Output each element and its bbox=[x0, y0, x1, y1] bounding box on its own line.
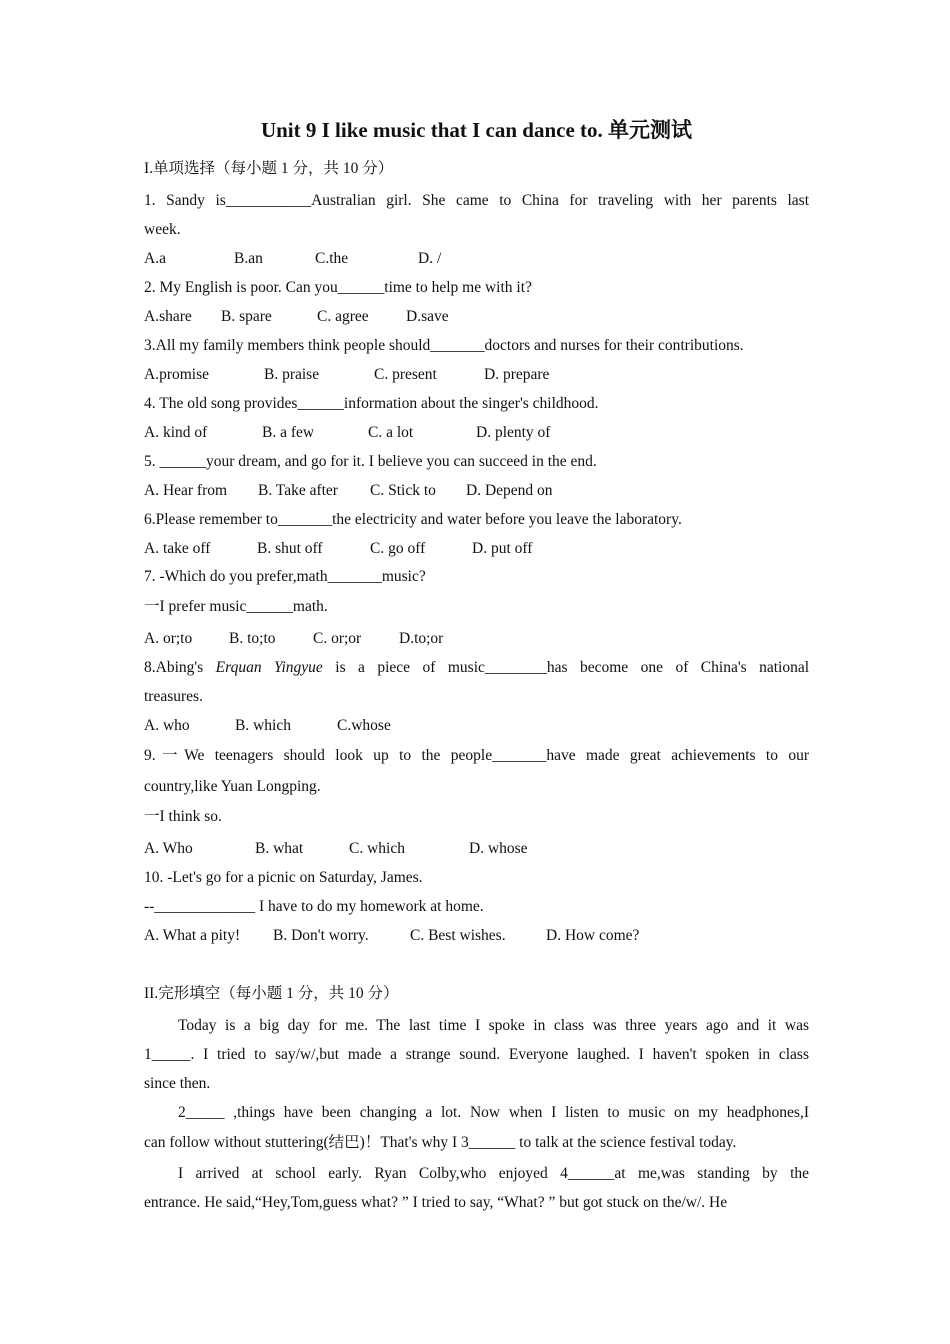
option: B. praise bbox=[264, 366, 320, 383]
option: B. Don't worry. bbox=[273, 927, 369, 944]
question-9-options bbox=[144, 839, 528, 859]
question-10-text: 10. -Let's go for a picnic on Saturday, James. bbox=[144, 869, 423, 886]
passage-line: since then. bbox=[144, 1075, 211, 1092]
option: A. take off bbox=[144, 540, 211, 557]
option: B. a few bbox=[262, 424, 315, 441]
option: C. Best wishes. bbox=[410, 927, 506, 944]
option: B. Take after bbox=[258, 482, 338, 499]
option: B. shut off bbox=[257, 540, 323, 557]
question-5-text: 5. ______your dream, and go for it. I believe you can succeed in the end. bbox=[144, 453, 597, 470]
question-1-text-cont: week. bbox=[144, 221, 181, 238]
passage-line: entrance. He said,“Hey,Tom,guess what? ” I tried to say, “What? ” but got stuck on the/w/. He bbox=[144, 1194, 728, 1211]
question-9-text: 9.一We teenagers should look up to the people_______have made great achievements to our bbox=[144, 747, 809, 764]
question-8-options bbox=[144, 716, 391, 736]
page-title: Unit 9 I like music that I can dance to. 单元测试 bbox=[260, 118, 693, 142]
passage-line: can follow without stuttering(结巴)！That's why I 3______ to talk at the science festival today. bbox=[144, 1134, 737, 1151]
question-2-options bbox=[144, 307, 449, 327]
option: C. agree bbox=[317, 308, 369, 325]
option: A. kind of bbox=[144, 424, 208, 441]
question-1-text: 1. Sandy is___________Australian girl. She came to China for traveling with her parents last bbox=[144, 192, 809, 209]
option: D. How come? bbox=[546, 927, 640, 944]
question-4-options bbox=[144, 423, 550, 443]
option: B. to;to bbox=[229, 630, 276, 647]
question-9-text-cont: country,like Yuan Longping. bbox=[144, 778, 321, 795]
question-6-text: 6.Please remember to_______the electricity and water before you leave the laboratory. bbox=[144, 511, 682, 528]
option: D. plenty of bbox=[476, 424, 551, 441]
option: A. What a pity! bbox=[144, 927, 241, 944]
question-10-reply: --_____________ I have to do my homework at home. bbox=[144, 898, 484, 915]
option: C. a lot bbox=[368, 424, 414, 441]
option: D. whose bbox=[469, 840, 528, 857]
passage-line: 1_____. I tried to say/w/,but made a strange sound. Everyone laughed. I haven't spoken in class bbox=[144, 1046, 809, 1063]
option: D. put off bbox=[472, 540, 533, 557]
question-3-text: 3.All my family members think people should_______doctors and nurses for their contributions. bbox=[144, 337, 744, 354]
option: C. Stick to bbox=[370, 482, 436, 499]
passage-line: 2_____ ,things have been changing a lot. Now when I listen to music on my headphones,I bbox=[178, 1104, 809, 1121]
option: D.save bbox=[406, 308, 449, 325]
question-8-text-cont: treasures. bbox=[144, 688, 203, 705]
question-7-options bbox=[144, 629, 443, 649]
option: A. Hear from bbox=[144, 482, 228, 499]
music-title: Erquan Yingyue bbox=[215, 659, 323, 676]
question-3-options bbox=[144, 365, 549, 385]
option: B. what bbox=[255, 840, 304, 857]
section-2-heading: II.完形填空（每小题 1 分，共 10 分） bbox=[144, 985, 399, 1002]
question-7-text: 7. -Which do you prefer,math_______music? bbox=[144, 568, 426, 585]
option: C. which bbox=[349, 840, 405, 857]
option: D.to;or bbox=[399, 630, 444, 647]
option: B. spare bbox=[221, 308, 272, 325]
question-5-options bbox=[144, 481, 553, 501]
option: D. prepare bbox=[484, 366, 550, 383]
option: D. Depend on bbox=[466, 482, 553, 499]
option: C. go off bbox=[370, 540, 426, 557]
option: A.promise bbox=[144, 366, 210, 383]
question-8-lead: 8.Abing's bbox=[144, 659, 216, 676]
option: C.the bbox=[315, 250, 349, 267]
passage-line: I arrived at school early. Ryan Colby,who enjoyed 4______at me,was standing by the bbox=[178, 1165, 809, 1182]
option: D. / bbox=[418, 250, 442, 267]
question-8-text bbox=[144, 658, 809, 678]
option: B. which bbox=[235, 717, 291, 734]
option: A. or;to bbox=[144, 630, 193, 647]
option: A.share bbox=[144, 308, 192, 325]
option: A. Who bbox=[144, 840, 193, 857]
option: B.an bbox=[234, 250, 263, 267]
section-1-heading: I.单项选择（每小题 1 分，共 10 分） bbox=[144, 160, 394, 177]
option: A.a bbox=[144, 250, 166, 267]
question-4-text: 4. The old song provides______information about the singer's childhood. bbox=[144, 395, 599, 412]
question-10-options bbox=[144, 926, 639, 946]
option: C. present bbox=[374, 366, 437, 383]
question-6-options bbox=[144, 539, 532, 559]
option: C. or;or bbox=[313, 630, 362, 647]
question-7-reply: 一I prefer music______math. bbox=[144, 598, 328, 615]
passage-line: Today is a big day for me. The last time I spoke in class was three years ago and it was bbox=[178, 1017, 809, 1034]
question-2-text: 2. My English is poor. Can you______time to help me with it? bbox=[144, 279, 532, 296]
question-9-reply: 一I think so. bbox=[144, 808, 222, 825]
question-1-options bbox=[144, 249, 441, 269]
question-8-rest: is a piece of music________has become one of China's national bbox=[335, 659, 810, 676]
option: C.whose bbox=[337, 717, 391, 734]
option: A. who bbox=[144, 717, 190, 734]
